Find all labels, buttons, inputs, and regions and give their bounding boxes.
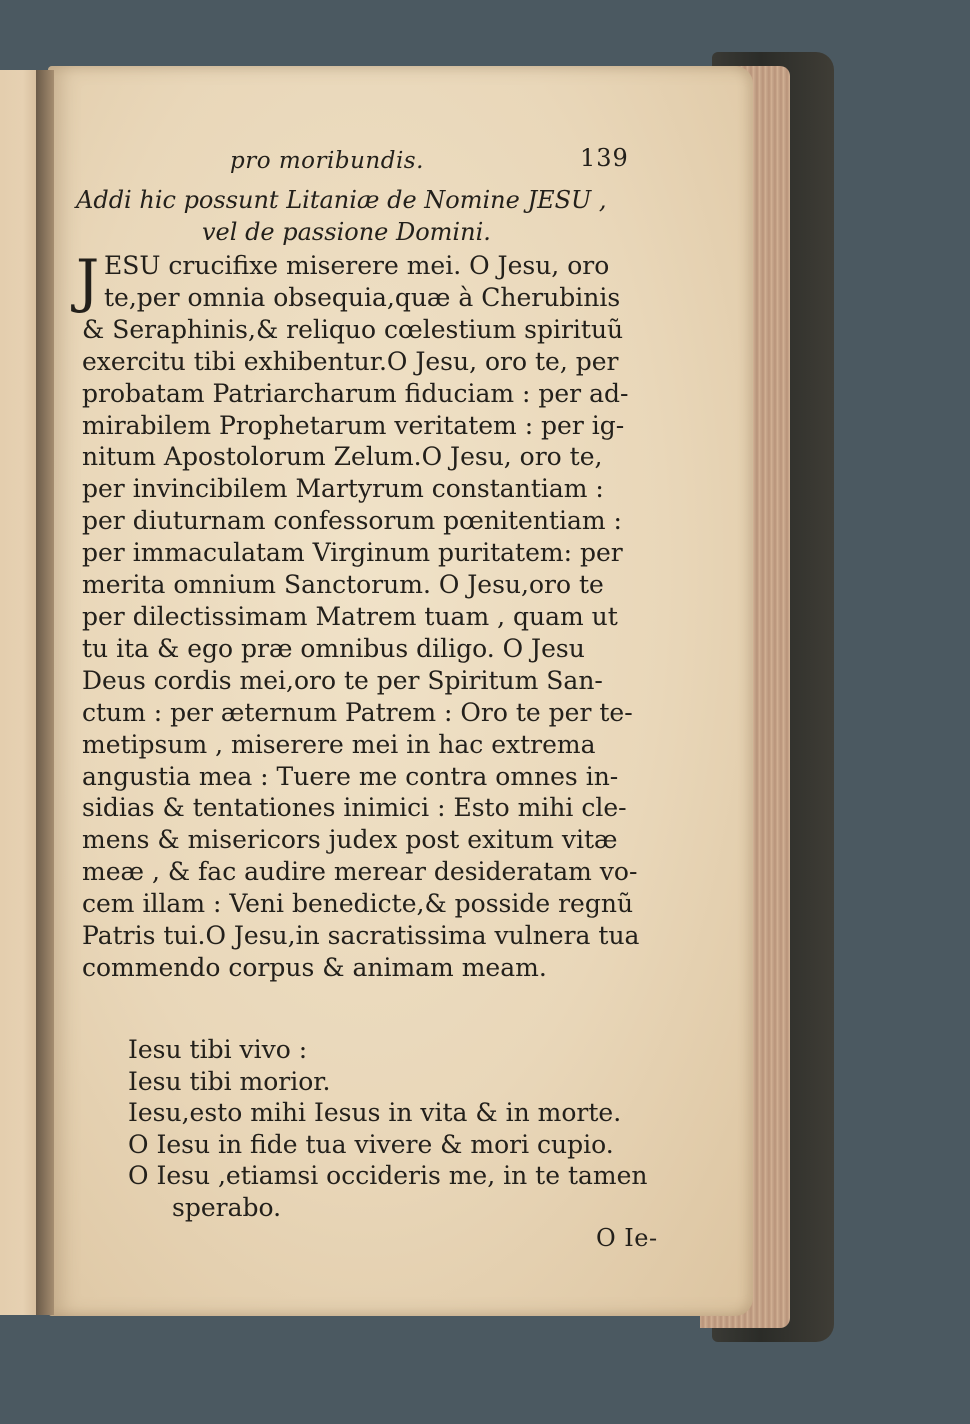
prayer-line: per immaculatam Virginum puritatem: per [82,538,623,568]
rubric-line-2: vel de passione Domini. [202,218,491,246]
prayer-line: meæ , & fac audire merear desideratam vo- [82,857,638,887]
prayer-line: per dilectissimam Matrem tuam , quam ut [82,601,618,631]
prayer-line: probatam Patriarcharum fiduciam : per ad- [82,378,629,408]
prayer-line: commendo corpus & animam meam. [82,952,547,982]
prayer-line: Patris tui.O Jesu,in sacratissima vulnera tua [82,921,640,951]
prayer-line: per invincibilem Martyrum constantiam : [82,474,604,504]
litany-line: sperabo. [172,1192,282,1222]
litany-line: Iesu,esto mihi Iesus in vita & in morte. [128,1098,622,1127]
prayer-line: mirabilem Prophetarum veritatem : per ig- [82,410,625,440]
prayer-line: ctum : per æternum Patrem : Oro te per te- [82,697,633,727]
running-head: pro moribundis. [230,148,424,174]
page-number: 139 [580,144,629,172]
prayer-line: per diuturnam confessorum pœnitentiam : [82,506,622,536]
litany-line: O Iesu ,etiamsi occideris me, in te tamen [128,1161,648,1190]
prayer-line: Deus cordis mei,oro te per Spiritum San- [82,665,603,695]
prayer-line: tu ita & ego præ omnibus diligo. O Jesu [82,633,585,663]
prayer-line: cem illam : Veni benedicte,& posside regnũ [82,889,634,919]
litany-line: Iesu tibi vivo : [128,1035,308,1064]
prayer-line: metipsum , miserere mei in hac extrema [82,729,596,759]
litany-line: Iesu tibi morior. [128,1066,331,1096]
prayer-line: angustia mea : Tuere me contra omnes in- [82,761,619,791]
litany-text [128,1034,648,1223]
book-gutter [36,70,54,1315]
prayer-line: exercitu tibi exhibentur.O Jesu, oro te, per [82,346,619,376]
prayer-text [82,250,652,984]
prayer-line: nitum Apostolorum Zelum.O Jesu, oro te, [82,442,603,472]
rubric-line-1: Addi hic possunt Litaniæ de Nomine JESU , [76,186,607,214]
prayer-line: merita omnium Sanctorum. O Jesu,oro te [82,570,604,600]
prayer-line: sidias & tentationes inimici : Esto mihi cle- [82,793,627,823]
prayer-line: & Seraphinis,& reliquo cœlestium spirituũ [82,314,624,344]
catchword: O Ie- [596,1224,658,1252]
drop-capital: J [76,247,100,315]
litany-line: O Iesu in fide tua vivere & mori cupio. [128,1129,614,1159]
prayer-line: mens & misericors judex post exitum vitæ [82,825,618,855]
prayer-line: te,per omnia obsequia,quæ à Cherubinis [104,282,621,312]
prayer-line: ESU crucifixe miserere mei. O Jesu, oro [104,251,610,280]
